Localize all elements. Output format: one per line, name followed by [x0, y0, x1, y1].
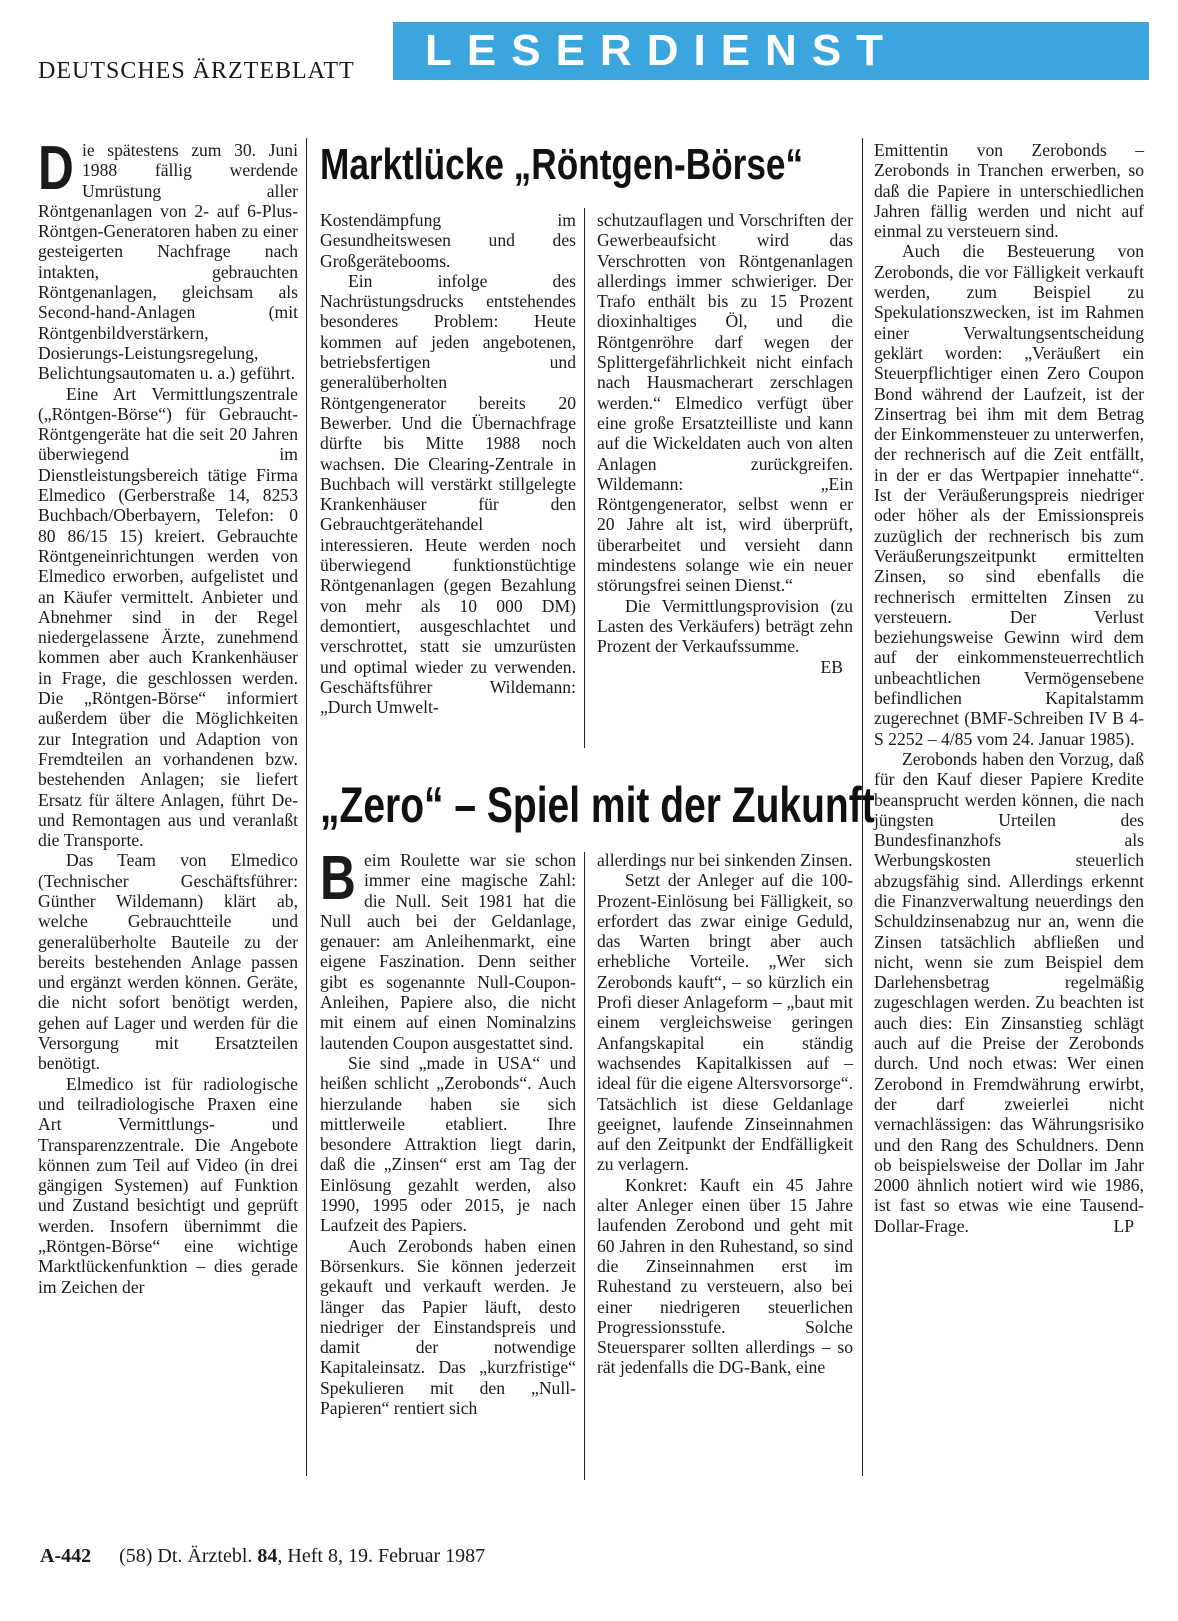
article2-column3	[597, 850, 853, 1378]
section-title: LESERDIENST	[425, 26, 899, 75]
article2-column2	[320, 844, 576, 1419]
article2-column4-text	[874, 140, 1144, 1236]
paragraph: Konkret: Kauft ein 45 Jahre alter Anleger einen über 15 Jahre laufenden Zerobond und geht mit 60 Jahren in den Ruhestand, so sind die Zinseinnahmen erst im Ruhestand zu versteuern, also bei einer niedrigeren steuerlichen Progressionsstufe. Solche Steuersparer sollten allerdings – so rät jedenfalls die DG-Bank, eine	[597, 1174, 853, 1378]
drop-cap: B	[320, 844, 356, 913]
paragraph: Zerobonds haben den Vorzug, daß für den Kauf dieser Papiere Kredite beansprucht werden können, die nach jüngsten Urteilen des Bundesfinanzhofs als Werbungskosten steuerlich abzugsfähig sind. Allerdings erkennt die Finanzverwaltung neuerdings den Schuldzinsenabzug nur an, wenn die Zinsen tatsächlich abfließen und nicht, wenn sie zum Beispiel dem Darlehensbetrag regelmäßig zugeschlagen werden. Zu beachten ist auch dies: Ein Zinsanstieg schlägt auch auf die Preise der Zerobonds durch. Und noch etwas: Wer einen Zerobond in Fremdwährung erwirbt, der darf zweierlei nicht vernachlässigen: das Währungsrisiko und den Rang des Schuldners. Denn ob beispielsweise der Dollar im Jahr 2000 ähnlich notiert wird wie 1986, ist fast so etwas wie eine Tausend-Dollar-Frage. LP	[874, 748, 1144, 1236]
article1-column2	[320, 210, 576, 717]
page-number: A-442	[40, 1545, 92, 1567]
article2-column4	[874, 140, 1144, 1236]
article1-column1	[38, 134, 298, 1540]
paragraph: Setzt der Anleger auf die 100-Prozent-Einlösung bei Fälligkeit, so erfordert das zwar einige Geduld, das Warten bringt aber auch erhebliche Vorteile. „Wer sich Zerobonds kauft“, – so kürzlich ein Profi dieser Anlageform – „baut mit einem vergleichsweise geringen Anfangskapital ein ständig wachsendes Kapitalkissen auf – ideal für die eigene Altersvorsorge“. Tatsächlich ist diese Geldanlage geeignet, laufende Zinseinnahmen auf den Zeitpunkt der Endfälligkeit zu verlagern.	[597, 870, 853, 1175]
article1-headline: Marktlücke „Röntgen-Börse“	[320, 140, 804, 189]
article1-column2-text	[320, 210, 576, 717]
column-rule	[584, 208, 585, 748]
column-rule	[306, 138, 307, 1476]
paragraph: schutzauflagen und Vorschriften der Gewerbeaufsicht wird das Verschrotten von Röntgenanlagen allerdings immer schwieriger. Der Trafo enthält bis zu 15 Prozent dioxinhaltiges Öl, und die Röntgenröhre darf wegen der Splittergefährlichkeit nicht einfach nach Hausmacherart zerschlagen werden.“ Elmedico verfügt über eine große Ersatzteilliste und kann auf die Wickeldaten auch von alten Anlagen zurückgreifen. Wildemann: „Ein Röntgengenerator, selbst wenn er 20 Jahre alt ist, wird überprüft, überarbeitet und versieht dann mindestens solange wie ein neuer störungsfrei seinen Dienst.“	[597, 210, 853, 596]
paragraph: Auch die Besteuerung von Zerobonds, die vor Fälligkeit verkauft werden, zum Beispiel zu Spekulationszwecken, ist im Rahmen einer Verwaltungsentscheidung geklärt worden: „Veräußert ein Steuerpflichtiger einen Zero Coupon Bond während der Laufzeit, ist der Zinsertrag bei ihm mit dem Betrag der Einkommensteuer zu unterwerfen, der rechnerisch auf die Zeit entfällt, in der er das Wertpapier innehatte“. Ist der Veräußerungspreis niedriger oder höher als der Emissionspreis zuzüglich der rechnerisch bis zum Veräußerungszeitpunkt ermittelten Zinsen, so sind ebenfalls die rechnerisch ermittelten Zinsen zu versteuern. Der Verlust beziehungsweise Gewinn wird dem auf der einkommensteuerrechtlich unbeachtlichen Vermögensebene befindlichen Kapitalstamm zugerechnet (BMF-Schreiben IV B 4-S 2252 – 4/85 vom 24. Januar 1985).	[874, 241, 1144, 749]
citation-volume: 84	[257, 1545, 278, 1567]
paragraph: Kostendämpfung im Gesundheitswesen und des Großgerätebooms.	[320, 210, 576, 271]
article2-headline: „Zero“ – Spiel mit der Zukunft	[320, 777, 875, 833]
paragraph: Ein infolge des Nachrüstungsdrucks entstehendes besonderes Problem: Heute kommen auf jeden angebotenen, betriebsfertigen und generalüberholten Röntgengenerator bereits 20 Bewerber. Und die Übernachfrage dürfte bis Mitte 1988 noch wachsen. Die Clearing-Zentrale in Buchbach will verstärkt stillgelegte Krankenhäuser für den Gebrauchtgerätehandel interessieren. Heute werden noch überwiegend funktionstüchtige Röntgenanlagen (gegen Bezahlung von mehr als 10 000 DM) demontiert, ausgeschlachtet und verschrottet, statt sie umzurüsten und optimal wieder zu verwenden. Geschäftsführer Wildemann: „Durch Umwelt-	[320, 270, 576, 718]
paragraph: Elmedico ist für radiologische und teilradiologische Praxen eine Art Vermittlungs- und Transparenzzentrale. Die Angebote können zum Teil auf Video (in drei gängigen Systemen) auf Funktion und Zustand besichtigt und geprüft werden. Insofern übernimmt die „Röntgen-Börse“ eine wichtige Marktlückenfunktion – dies gerade im Zeichen der	[38, 1073, 298, 1297]
paragraph: Sie sind „made in USA“ und heißen schlicht „Zerobonds“. Auch hierzulande haben sie sich mittlerweile etabliert. Ihre besondere Attraktion liegt darin, daß die „Zinsen“ erst am Tag der Einlösung gezahlt werden, also 1990, 1995 oder 2015, je nach Laufzeit des Papiers.	[320, 1052, 576, 1236]
paragraph: Die Vermittlungsprovision (zu Lasten des Verkäufers) beträgt zehn Prozent der Verkaufssumme. EB	[597, 595, 853, 677]
paragraph	[38, 134, 298, 384]
citation-prefix: (58) Dt. Ärztebl.	[119, 1545, 253, 1567]
author-signature: EB	[820, 656, 843, 677]
paragraph: Auch Zerobonds haben einen Börsenkurs. Sie können jederzeit gekauft und verkauft werden. Je länger das Papier läuft, desto niedriger der Einstandspreis und damit der notwendige Kapitaleinsatz. Das „kurzfristige“ Spekulieren mit den „Null-Papieren“ rentiert sich	[320, 1235, 576, 1419]
paragraph: Das Team von Elmedico (Technischer Geschäftsführer: Günther Wildemann) klärt ab, welche Gebrauchtteile und generalüberholte Bauteile zu der bereits bestehenden Anlage passen und ergänzt werden können. Geräte, die nicht sofort benötigt werden, gehen auf Lager und werden für die Versorgung mit Ersatzteilen benötigt.	[38, 850, 298, 1074]
article1-column3	[597, 210, 853, 677]
author-signature: LP	[1113, 1215, 1134, 1236]
paragraph: allerdings nur bei sinkenden Zinsen.	[597, 850, 853, 870]
article2-column2-text	[320, 844, 576, 1419]
paragraph: Emittentin von Zerobonds – Zerobonds in Tranchen erwerben, so daß die Papiere in unterschiedlichen Jahren fällig werden und nicht auf einmal zu versteuern sind.	[874, 140, 1144, 242]
article1-column3-text	[597, 210, 853, 677]
article2-column3-text	[597, 850, 853, 1378]
section-band	[393, 22, 1149, 80]
drop-cap: D	[38, 134, 74, 203]
paragraph	[320, 844, 576, 1053]
paragraph-text: ie spätestens zum 30. Juni 1988 fällig werdende Umrüstung aller Röntgenanlagen von 2- auf 6-Plus-Röntgen-Generatoren haben zu einer gesteigerten Nachfrage nach intakten, gebrauchten Röntgenanlagen, gleichsam als Second-hand-Anlagen (mit Röntgenbildverstärkern, Dosierungs-Leistungsregelung, Belichtungsautomaten u. a.) geführt.	[38, 140, 298, 384]
page-footer	[40, 1545, 485, 1568]
citation-suffix: , Heft 8, 19. Februar 1987	[277, 1545, 486, 1567]
article1-column1-text	[38, 134, 298, 1297]
publication-name: DEUTSCHES ÄRZTEBLATT	[38, 58, 355, 84]
paragraph: Eine Art Vermittlungszentrale („Röntgen-Börse“) für Gebraucht-Röntgengeräte hat die seit 20 Jahren überwiegend im Dienstleistungsbereich tätige Firma Elmedico (Gerberstraße 14, 8253 Buchbach/Oberbayern, Telefon: 0 80 86/15 15) kreiert. Gebrauchte Röntgeneinrichtungen werden von Elmedico erworben, aufgelistet und an Käufer vermittelt. Anbieter und Abnehmer sind in der Regel niedergelassene Ärzte, zunehmend kommen aber auch Krankenhäuser in Frage, die geschlossen werden. Die „Röntgen-Börse“ informiert außerdem über die Möglichkeiten zur Integration und Adaption von Fremdteilen an vorhandenen bzw. bestehenden Anlagen; sie liefert Ersatz für ältere Anlagen, führt De- und Remontagen aus und veranlaßt die Transporte.	[38, 383, 298, 851]
column-rule	[584, 852, 585, 1480]
paragraph-text: eim Roulette war sie schon immer eine magische Zahl: die Null. Seit 1981 hat die Null auch bei der Geldanlage, genauer: am Anleihenmarkt, eine eigene Faszination. Denn seither gibt es sogenannte Null-Coupon-Anleihen, Papiere also, die nicht mit einem auf einen Nominalzins lautenden Coupon ausgestattet sind.	[320, 850, 576, 1053]
